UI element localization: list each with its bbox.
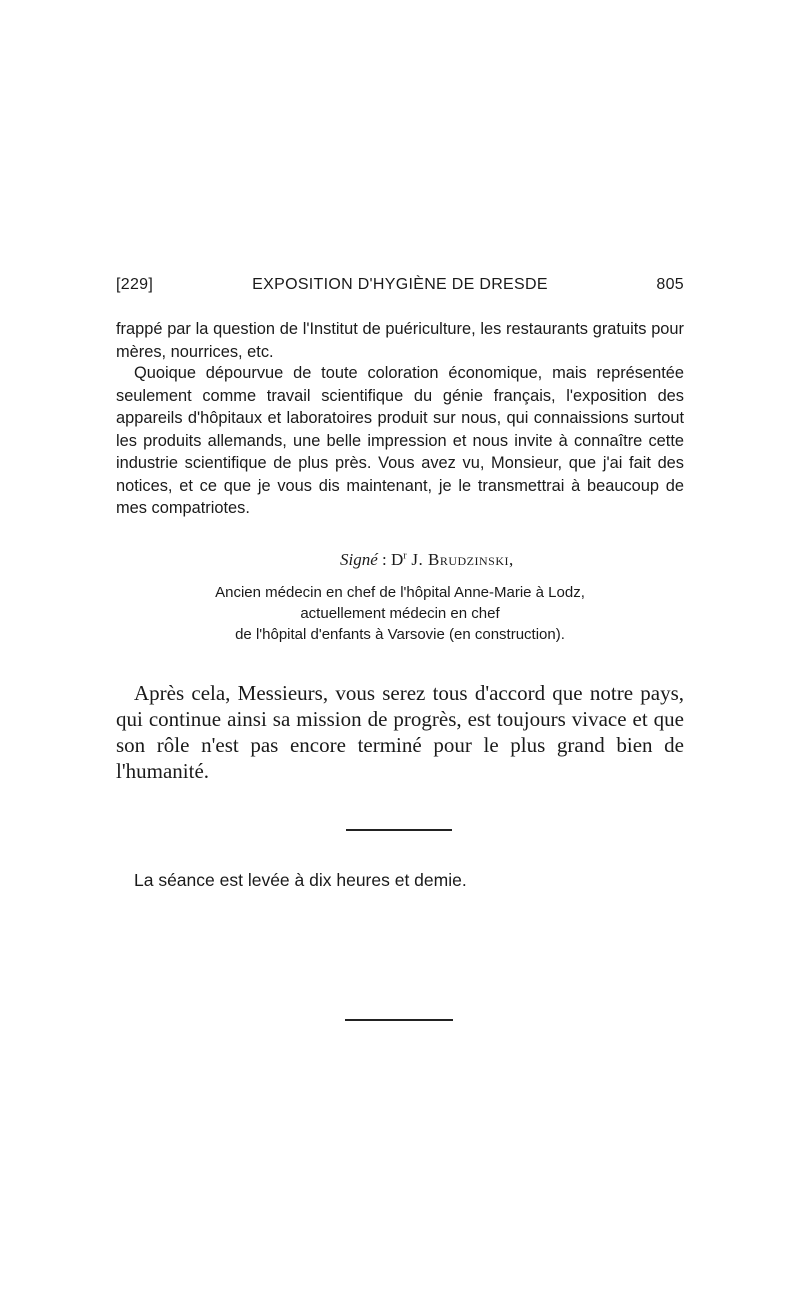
credentials-line-3: de l'hôpital d'enfants à Varsovie (en construction). xyxy=(235,626,565,643)
credentials-line-2: actuellement médecin en chef xyxy=(300,605,500,622)
end-divider xyxy=(345,1019,453,1021)
page-number: 805 xyxy=(656,276,684,293)
credentials-line-1: Ancien médecin en chef de l'hôpital Anne-Marie à Lodz, xyxy=(215,584,585,601)
running-title: EXPOSITION D'HYGIÈNE DE DRESDE xyxy=(252,276,548,293)
page-reference: [229] xyxy=(116,276,154,293)
running-header xyxy=(116,276,684,300)
section-divider xyxy=(346,829,452,831)
signature-line xyxy=(340,550,514,570)
signatory-credentials xyxy=(116,582,684,645)
closing-paragraph: Après cela, Messieurs, vous serez tous d'accord que notre pays, qui continue ainsi sa mission de progrès, est toujours vivace et que son rôle n'est pas encore terminé pour le plus grand bien de l'humanité. xyxy=(116,681,684,783)
adjournment-note: La séance est levée à dix heures et demie. xyxy=(134,870,467,890)
signature-separator: : xyxy=(377,550,392,569)
signature-title: D xyxy=(391,550,404,569)
signature-name: J. Brudzinski, xyxy=(406,550,514,569)
paragraph-continuation: frappé par la question de l'Institut de puériculture, les restaurants gratuits pour mères, nourrices, etc. xyxy=(116,320,684,361)
signature-title-sup: r xyxy=(403,550,407,562)
paragraph-letter-body: Quoique dépourvue de toute coloration économique, mais représentée seulement comme travail scientifique du génie français, l'exposition des appareils d'hôpitaux et laboratoires produit sur nous, qui connaissions surtout les produits allemands, une belle impression et nous invite à connaître cette industrie scientifique de plus près. Vous avez vu, Monsieur, que j'ai fait des notices, et ce que je vous dis maintenant, je le transmettrai à beaucoup de mes compatriotes. xyxy=(116,364,684,517)
signature-label: Signé xyxy=(340,550,378,569)
